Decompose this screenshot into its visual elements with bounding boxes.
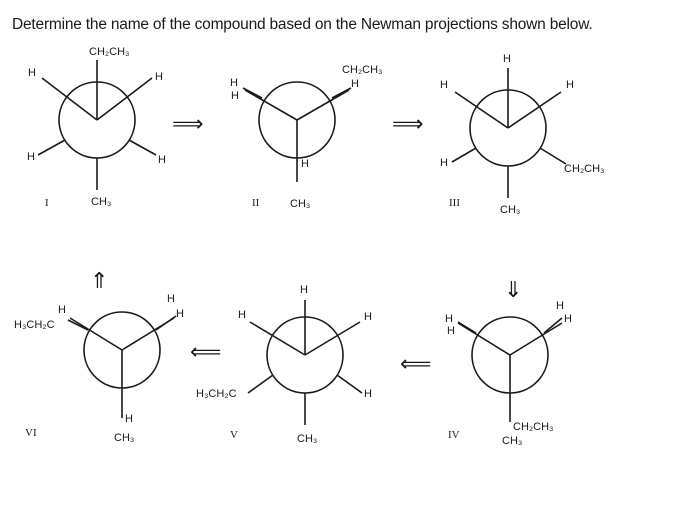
projection-i-bond-left xyxy=(42,78,97,120)
label-iv-back-right: H xyxy=(564,313,572,325)
label-ii-front-left: H xyxy=(230,77,238,89)
projection-v-bond-right xyxy=(305,322,360,355)
label-vi-front-left: H₃CH₂C xyxy=(14,319,55,331)
label-i-front-top: CH₂CH₃ xyxy=(89,46,130,58)
numeral-i: I xyxy=(45,197,49,209)
label-i-front-right: H xyxy=(155,71,163,83)
label-iii-front-left: H xyxy=(440,79,448,91)
label-iii-front-right: H xyxy=(566,79,574,91)
newman-projection-iii xyxy=(452,68,566,198)
label-ii-back-bottom-h: H xyxy=(301,158,309,170)
label-iv-back-bottom: CH₂CH₃ xyxy=(513,421,554,433)
projection-v-back-left xyxy=(248,375,273,393)
projection-ii-bond-left xyxy=(245,90,297,120)
newman-projection-iv xyxy=(458,317,562,422)
label-v-front-right: H xyxy=(364,311,372,323)
projection-i-back-right xyxy=(129,140,156,155)
label-vi-back-bottom: CH₃ xyxy=(114,432,135,444)
numeral-iii: III xyxy=(449,197,460,209)
projection-iii-bond-left xyxy=(455,92,508,128)
projection-i-bond-right xyxy=(97,78,152,120)
projection-vi-back-left xyxy=(68,320,88,330)
label-vi-front-right: H xyxy=(167,293,175,305)
label-ii-front-right: CH₂CH₃ xyxy=(342,64,383,76)
projection-iii-back-right xyxy=(540,148,566,164)
label-v-front-top: H xyxy=(300,284,308,296)
newman-projection-vi xyxy=(68,312,176,418)
newman-projection-ii xyxy=(243,82,351,182)
arrow-ii-to-iii: ⟹ xyxy=(392,111,424,136)
label-i-back-bottom: CH₃ xyxy=(91,196,112,208)
question-text: Determine the name of the compound based on the Newman projections shown below. xyxy=(12,16,593,33)
label-ii-back-left: H xyxy=(231,90,239,102)
label-i-front-left: H xyxy=(28,67,36,79)
projection-iv-back-left xyxy=(458,322,476,333)
projection-ii-back-right xyxy=(332,88,351,98)
label-vi-back-right: H xyxy=(176,308,184,320)
label-vi-back-bottom-h: H xyxy=(125,413,133,425)
projection-ii-bond-right xyxy=(297,90,349,120)
label-iv-front-left: H xyxy=(445,313,453,325)
label-iv-front-bottom: CH₃ xyxy=(502,435,523,447)
numeral-vi: VI xyxy=(25,427,37,439)
label-iii-front-top: H xyxy=(503,53,511,65)
projection-ii-back-left xyxy=(243,88,262,98)
projection-iii-back-left xyxy=(452,148,476,162)
numeral-iv: IV xyxy=(448,429,460,441)
label-iii-back-bottom: CH₃ xyxy=(500,204,521,216)
projection-iii-bond-right xyxy=(508,92,561,128)
arrow-i-to-ii: ⟹ xyxy=(172,111,204,136)
label-ii-back-bottom: CH₃ xyxy=(290,198,311,210)
label-iii-back-right: CH₂CH₃ xyxy=(564,163,605,175)
arrow-iv-to-v: ⟸ xyxy=(400,351,432,376)
numeral-ii: II xyxy=(252,197,260,209)
projection-v-back-right xyxy=(337,375,362,393)
label-v-back-right: H xyxy=(364,388,372,400)
newman-projection-i xyxy=(38,60,156,190)
label-v-front-left: H xyxy=(238,309,246,321)
label-iii-back-left: H xyxy=(440,157,448,169)
projection-i-back-left xyxy=(38,140,65,155)
label-i-back-right: H xyxy=(158,154,166,166)
label-v-back-bottom: CH₃ xyxy=(297,433,318,445)
label-i-back-left: H xyxy=(27,151,35,163)
label-iv-front-right: H xyxy=(556,300,564,312)
numeral-v: V xyxy=(230,429,238,441)
arrow-v-to-vi: ⟸ xyxy=(190,339,222,364)
projection-vi-back-right xyxy=(156,316,176,330)
label-iv-back-left: H xyxy=(447,325,455,337)
arrow-iii-to-iv: ⇓ xyxy=(504,277,523,302)
newman-projection-v xyxy=(248,300,362,425)
label-ii-front-right-h: H xyxy=(351,78,359,90)
projection-v-bond-left xyxy=(250,322,305,355)
label-vi-front-left-h: H xyxy=(58,304,66,316)
arrow-vi-to-i: ⇑ xyxy=(90,268,109,293)
label-v-back-left: H₃CH₂C xyxy=(196,388,237,400)
